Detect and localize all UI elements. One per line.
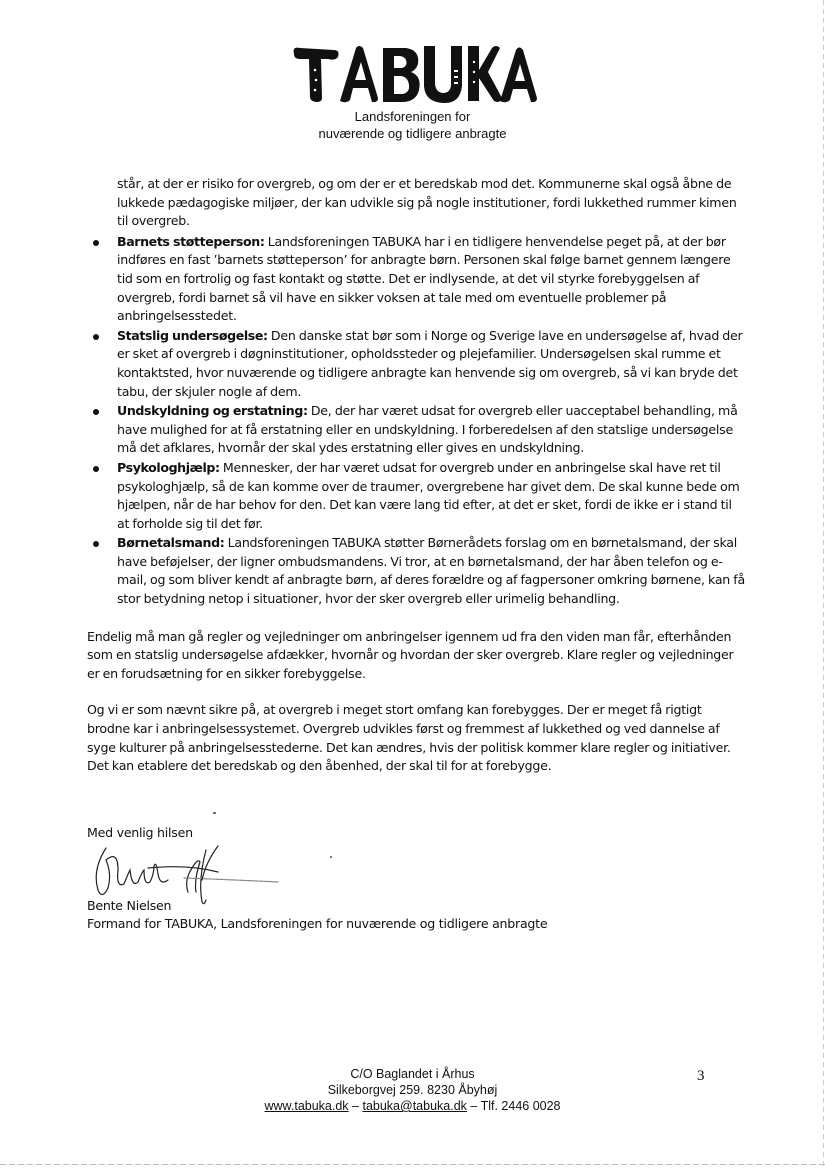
list-item: [87, 327, 747, 401]
paragraph-regulations: Endelig må man gå regler og vejledninger om anbringelser igennem ud fra den viden man får, efterhånden som en statslig undersøgelse afdækker, hvornår og hvordan der sker overgreb. Klare regler og vejledninger er en forudsætning for en sikker forebyggelse.: [87, 628, 734, 681]
list-item-text: Landsforeningen TABUKA har i en tidligere henvendelse peget på, at der bør indføres en fast ’barnets støtteperson’ for anbragte børn. Personen skal følge barnet gennem længere tid som en fortrolig og fast kontakt og støtte. Det er indlysende, at det vil styrke forebyggelsen af overgreb, fordi barnet så vil have en sikker voksen at tale med om eventuelle problemer på anbringelsesstedet.: [117, 233, 731, 324]
list-item-text: Den danske stat bør som i Norge og Sverige lave en undersøgelse af, hvad der er sket af overgreb i døgninstitutioner, opholdssteder og plejefamilier. Undersøgelsen skal rumme et kontaktsted, hvor nuværende og tidligere anbragte kan henvende sig om overgreb, så vi kan bryde det tabu, der skjuler nogle af dem.: [117, 327, 743, 399]
bullet-icon: [93, 541, 99, 547]
list-item: [87, 534, 747, 608]
scan-edge-right: [823, 0, 824, 1168]
continued-paragraph: står, at der er risiko for overgreb, og om der er et beredskab mod det. Kommunerne skal også åbne de lukkede pædagogiske miljøer, der kan udvikle sig på nogle institutioner, fordi lukkethed rummer kimen til overgreb.: [117, 176, 737, 229]
proposal-list: [87, 233, 747, 609]
footer-phone: – Tlf. 2446 0028: [466, 1099, 561, 1113]
list-item-term: Statslig undersøgelse:: [117, 327, 268, 343]
footer-contact-line: [0, 1098, 825, 1114]
signer-name: Bente Nielsen: [87, 898, 172, 913]
email-link[interactable]: tabuka@tabuka.dk: [362, 1099, 467, 1113]
tabuka-logo-icon: [288, 40, 538, 104]
list-item-term: Psykologhjælp:: [117, 459, 220, 475]
list-item-term: Børnetalsmand:: [117, 535, 225, 551]
list-item-text: Mennesker, der har været udsat for overgreb under en anbringelse skal have ret til psykologhjælp, så de kan komme over de traumer, overgrebene har givet dem. De skal kunne bede om hjælpen, når de har behov for den. Det kan være lang tid efter, at det er sket, fordi de ikke er i stand til at forholde sig til det før.: [117, 459, 740, 531]
bullet-icon: [93, 240, 99, 246]
list-item-term: Undskyldning og erstatning:: [117, 403, 308, 419]
footer-address-line1: C/O Baglandet i Århus: [350, 1067, 475, 1081]
list-item-text: Landsforeningen TABUKA støtter Børnerådets forslag om en børnetalsmand, der skal have beføjelser, der ligner ombudsmandens. Vi tror, at en børnetalsmand, der har åben telefon og e-mail, og som bliver kendt af anbragte børn, af deres forældre og af fagpersoner omkring børnene, kan få stor betydning netop i situationer, hvor der sker overgreb eller urimelig behandling.: [117, 535, 745, 607]
list-item: [87, 459, 747, 533]
list-item: [87, 402, 747, 458]
bullet-icon: [93, 334, 99, 340]
scan-speck: [330, 856, 332, 858]
salutation: Med venlig hilsen: [87, 825, 193, 840]
bullet-icon: [93, 409, 99, 415]
list-item: [87, 233, 747, 326]
org-subtitle-line2: nuværende og tidligere anbragte: [318, 126, 507, 141]
org-subtitle-line1: Landsforeningen for: [354, 109, 471, 124]
letterhead: [0, 40, 825, 142]
page-number: 3: [697, 1068, 705, 1084]
list-item-text: De, der har været udsat for overgreb eller uacceptabel behandling, må have mulighed for at få erstatning eller en undskyldning. I forberedelsen af den statslige undersøgelse må det afklares, hvornår der skal ydes erstatning eller gives en undskyldning.: [117, 403, 738, 456]
footer-separator: –: [348, 1099, 363, 1113]
list-item-term: Barnets støtteperson:: [117, 233, 265, 249]
letter-body: [87, 175, 747, 776]
website-link[interactable]: www.tabuka.dk: [264, 1099, 349, 1113]
bullet-icon: [93, 466, 99, 472]
signer-title: Formand for TABUKA, Landsforeningen for nuværende og tidligere anbragte: [87, 916, 548, 931]
scan-speck: [213, 812, 216, 814]
footer-address-line2: Silkeborgvej 259. 8230 Åbyhøj: [327, 1083, 498, 1097]
paragraph-prevention: Og vi er som nævnt sikre på, at overgreb i meget stort omfang kan forebygges. Der er meget få rigtigt brodne kar i anbringelsessystemet. Overgreb udvikles først og fremmest af lukkethed og ved dannelse af syge kulturer på anbringelsesstederne. Det kan ændres, hvis der politisk kommer klare regler og initiativer. Det kan etablere det beredskab og den åbenhed, der skal til for at forebygge.: [87, 702, 731, 774]
scan-edge-bottom: [0, 1164, 825, 1165]
